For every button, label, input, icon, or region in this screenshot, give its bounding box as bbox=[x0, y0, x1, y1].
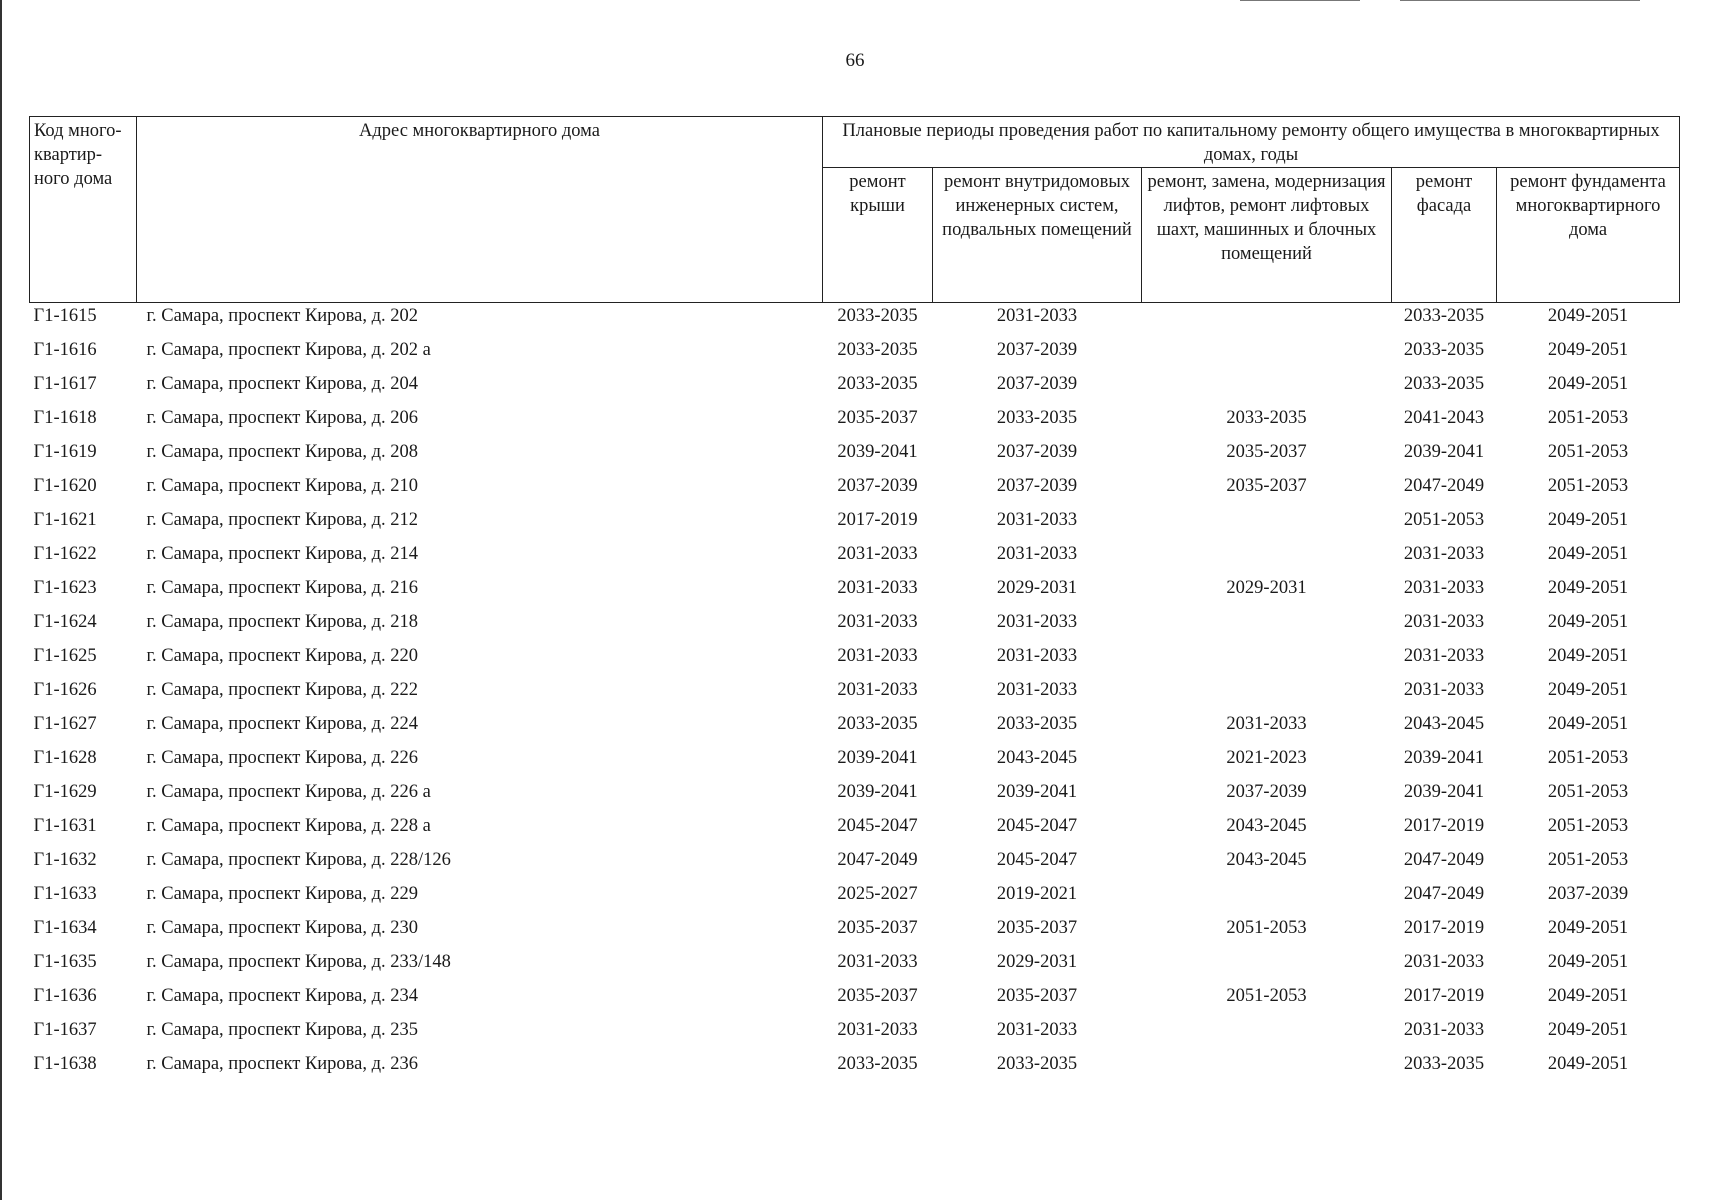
cell-roof: 2039-2041 bbox=[837, 748, 918, 768]
cell-facade: 2031-2033 bbox=[1403, 578, 1485, 598]
cell-roof: 2033-2035 bbox=[837, 1054, 918, 1074]
cell-facade: 2031-2033 bbox=[1403, 952, 1485, 972]
header-elevator-repair: ремонт, замена, модернизация лифтов, ремонт лифтовых шахт, машинных и блочных помещений bbox=[1142, 168, 1392, 303]
cell-foundation: 2051-2053 bbox=[1547, 782, 1629, 802]
header-address: Адрес многоквартирного дома bbox=[137, 117, 823, 303]
cell-facade: 2017-2019 bbox=[1403, 816, 1485, 836]
cell-roof: 2033-2035 bbox=[837, 374, 918, 394]
cell-systems: 2031-2033 bbox=[996, 1020, 1078, 1040]
cell-code: Г1-1627 bbox=[33, 714, 97, 734]
cell-facade: 2041-2043 bbox=[1403, 408, 1485, 428]
cell-address: г. Самара, проспект Кирова, д. 236 bbox=[146, 1054, 419, 1074]
cell-address: г. Самара, проспект Кирова, д. 206 bbox=[146, 408, 419, 428]
table-header bbox=[30, 117, 1680, 303]
table-row bbox=[30, 983, 1680, 1017]
table-row bbox=[30, 949, 1680, 983]
header-roof-repair: ремонт крыши bbox=[823, 168, 933, 303]
cell-address: г. Самара, проспект Кирова, д. 210 bbox=[146, 476, 419, 496]
cell-foundation: 2049-2051 bbox=[1547, 340, 1629, 360]
header-facade-repair: ремонт фасада bbox=[1392, 168, 1497, 303]
scan-artifact-rule bbox=[1400, 0, 1640, 1]
cell-code: Г1-1626 bbox=[33, 680, 97, 700]
table-row bbox=[30, 813, 1680, 847]
cell-address: г. Самара, проспект Кирова, д. 216 bbox=[146, 578, 419, 598]
cell-code: Г1-1625 bbox=[33, 646, 97, 666]
header-code: Код много-квартир-ного дома bbox=[30, 117, 137, 303]
cell-foundation: 2037-2039 bbox=[1547, 884, 1629, 904]
table-row bbox=[30, 337, 1680, 371]
cell-facade: 2051-2053 bbox=[1403, 510, 1485, 530]
cell-foundation: 2051-2053 bbox=[1547, 816, 1629, 836]
header-planned-periods: Плановые периоды проведения работ по капитальному ремонту общего имущества в многоквартирных домах, годы bbox=[823, 117, 1680, 168]
cell-address: г. Самара, проспект Кирова, д. 228/126 bbox=[146, 850, 451, 870]
cell-systems: 2039-2041 bbox=[996, 782, 1078, 802]
cell-code: Г1-1616 bbox=[33, 340, 97, 360]
cell-elevators bbox=[1142, 677, 1392, 711]
cell-address: г. Самара, проспект Кирова, д. 212 bbox=[146, 510, 419, 530]
cell-elevators: 2051-2053 bbox=[1226, 986, 1307, 1006]
cell-facade: 2047-2049 bbox=[1403, 884, 1485, 904]
cell-facade: 2039-2041 bbox=[1403, 442, 1485, 462]
cell-foundation: 2051-2053 bbox=[1547, 748, 1629, 768]
cell-elevators bbox=[1142, 541, 1392, 575]
cell-elevators: 2033-2035 bbox=[1226, 408, 1307, 428]
cell-code: Г1-1621 bbox=[33, 510, 97, 530]
cell-code: Г1-1628 bbox=[33, 748, 97, 768]
scan-artifact-rule bbox=[1240, 0, 1360, 1]
cell-roof: 2031-2033 bbox=[837, 544, 918, 564]
page-number: 66 bbox=[845, 50, 865, 71]
cell-systems: 2031-2033 bbox=[996, 646, 1078, 666]
cell-roof: 2031-2033 bbox=[837, 952, 918, 972]
cell-systems: 2033-2035 bbox=[996, 714, 1078, 734]
cell-roof: 2047-2049 bbox=[837, 850, 918, 870]
cell-systems: 2043-2045 bbox=[996, 748, 1078, 768]
cell-elevators: 2037-2039 bbox=[1226, 782, 1307, 802]
table-row bbox=[30, 711, 1680, 745]
cell-address: г. Самара, проспект Кирова, д. 224 bbox=[146, 714, 419, 734]
cell-code: Г1-1637 bbox=[33, 1020, 97, 1040]
cell-systems: 2019-2021 bbox=[996, 884, 1078, 904]
cell-code: Г1-1638 bbox=[33, 1054, 97, 1074]
table-row bbox=[30, 677, 1680, 711]
cell-code: Г1-1615 bbox=[33, 306, 97, 326]
header-foundation-repair: ремонт фундамента многоквартирного дома bbox=[1497, 168, 1680, 303]
table-row bbox=[30, 371, 1680, 405]
cell-elevators: 2035-2037 bbox=[1226, 442, 1307, 462]
page-left-edge bbox=[0, 0, 2, 1200]
cell-foundation: 2049-2051 bbox=[1547, 918, 1629, 938]
cell-facade: 2017-2019 bbox=[1403, 986, 1485, 1006]
cell-facade: 2033-2035 bbox=[1403, 306, 1485, 326]
cell-elevators bbox=[1142, 507, 1392, 541]
cell-foundation: 2049-2051 bbox=[1547, 612, 1629, 632]
cell-roof: 2035-2037 bbox=[837, 918, 918, 938]
cell-systems: 2037-2039 bbox=[996, 476, 1078, 496]
cell-foundation: 2049-2051 bbox=[1547, 714, 1629, 734]
cell-address: г. Самара, проспект Кирова, д. 229 bbox=[146, 884, 419, 904]
cell-systems: 2031-2033 bbox=[996, 510, 1078, 530]
cell-systems: 2037-2039 bbox=[996, 340, 1078, 360]
cell-foundation: 2051-2053 bbox=[1547, 442, 1629, 462]
header-engineering-systems: ремонт внутридомовых инженерных систем, подвальных помещений bbox=[933, 168, 1142, 303]
cell-elevators: 2043-2045 bbox=[1226, 850, 1307, 870]
cell-roof: 2035-2037 bbox=[837, 408, 918, 428]
cell-foundation: 2049-2051 bbox=[1547, 1054, 1629, 1074]
cell-elevators bbox=[1142, 881, 1392, 915]
table-row bbox=[30, 473, 1680, 507]
cell-foundation: 2049-2051 bbox=[1547, 374, 1629, 394]
cell-address: г. Самара, проспект Кирова, д. 202 а bbox=[146, 340, 431, 360]
cell-systems: 2033-2035 bbox=[996, 1054, 1078, 1074]
cell-facade: 2031-2033 bbox=[1403, 544, 1485, 564]
cell-foundation: 2049-2051 bbox=[1547, 680, 1629, 700]
cell-foundation: 2049-2051 bbox=[1547, 1020, 1629, 1040]
cell-code: Г1-1620 bbox=[33, 476, 97, 496]
cell-address: г. Самара, проспект Кирова, д. 226 bbox=[146, 748, 419, 768]
table-row bbox=[30, 915, 1680, 949]
cell-code: Г1-1624 bbox=[33, 612, 97, 632]
cell-elevators: 2035-2037 bbox=[1226, 476, 1307, 496]
table-row bbox=[30, 779, 1680, 813]
cell-address: г. Самара, проспект Кирова, д. 218 bbox=[146, 612, 419, 632]
cell-roof: 2031-2033 bbox=[837, 578, 918, 598]
cell-facade: 2031-2033 bbox=[1403, 680, 1485, 700]
cell-systems: 2035-2037 bbox=[996, 918, 1078, 938]
cell-elevators: 2051-2053 bbox=[1226, 918, 1307, 938]
cell-roof: 2025-2027 bbox=[837, 884, 918, 904]
cell-address: г. Самара, проспект Кирова, д. 230 bbox=[146, 918, 419, 938]
cell-systems: 2031-2033 bbox=[996, 306, 1078, 326]
table-row bbox=[30, 439, 1680, 473]
cell-roof: 2033-2035 bbox=[837, 340, 918, 360]
cell-facade: 2017-2019 bbox=[1403, 918, 1485, 938]
cell-systems: 2031-2033 bbox=[996, 612, 1078, 632]
cell-foundation: 2049-2051 bbox=[1547, 544, 1629, 564]
cell-code: Г1-1617 bbox=[33, 374, 97, 394]
table-row bbox=[30, 1051, 1680, 1085]
cell-code: Г1-1632 bbox=[33, 850, 97, 870]
cell-code: Г1-1634 bbox=[33, 918, 97, 938]
cell-facade: 2039-2041 bbox=[1403, 748, 1485, 768]
cell-roof: 2031-2033 bbox=[837, 1020, 918, 1040]
cell-code: Г1-1629 bbox=[33, 782, 97, 802]
cell-elevators bbox=[1142, 949, 1392, 983]
cell-systems: 2037-2039 bbox=[996, 442, 1078, 462]
cell-roof: 2045-2047 bbox=[837, 816, 918, 836]
cell-address: г. Самара, проспект Кирова, д. 228 а bbox=[146, 816, 431, 836]
cell-address: г. Самара, проспект Кирова, д. 222 bbox=[146, 680, 419, 700]
cell-systems: 2035-2037 bbox=[996, 986, 1078, 1006]
cell-elevators bbox=[1142, 371, 1392, 405]
cell-address: г. Самара, проспект Кирова, д. 208 bbox=[146, 442, 419, 462]
table-row bbox=[30, 541, 1680, 575]
cell-foundation: 2049-2051 bbox=[1547, 952, 1629, 972]
cell-foundation: 2049-2051 bbox=[1547, 510, 1629, 530]
cell-systems: 2045-2047 bbox=[996, 850, 1078, 870]
cell-facade: 2031-2033 bbox=[1403, 646, 1485, 666]
cell-code: Г1-1631 bbox=[33, 816, 97, 836]
table-row bbox=[30, 881, 1680, 915]
cell-facade: 2031-2033 bbox=[1403, 1020, 1485, 1040]
cell-code: Г1-1636 bbox=[33, 986, 97, 1006]
cell-foundation: 2051-2053 bbox=[1547, 476, 1629, 496]
cell-facade: 2039-2041 bbox=[1403, 782, 1485, 802]
cell-facade: 2047-2049 bbox=[1403, 476, 1485, 496]
cell-roof: 2039-2041 bbox=[837, 782, 918, 802]
cell-code: Г1-1618 bbox=[33, 408, 97, 428]
cell-elevators: 2031-2033 bbox=[1226, 714, 1307, 734]
cell-elevators bbox=[1142, 1017, 1392, 1051]
repair-schedule-table bbox=[29, 116, 1680, 1085]
cell-facade: 2033-2035 bbox=[1403, 1054, 1485, 1074]
cell-foundation: 2049-2051 bbox=[1547, 578, 1629, 598]
cell-systems: 2029-2031 bbox=[996, 952, 1078, 972]
table-row bbox=[30, 405, 1680, 439]
cell-address: г. Самара, проспект Кирова, д. 204 bbox=[146, 374, 419, 394]
cell-address: г. Самара, проспект Кирова, д. 235 bbox=[146, 1020, 419, 1040]
cell-address: г. Самара, проспект Кирова, д. 220 bbox=[146, 646, 419, 666]
cell-code: Г1-1633 bbox=[33, 884, 97, 904]
cell-foundation: 2049-2051 bbox=[1547, 986, 1629, 1006]
cell-code: Г1-1619 bbox=[33, 442, 97, 462]
table-row bbox=[30, 609, 1680, 643]
cell-address: г. Самара, проспект Кирова, д. 233/148 bbox=[146, 952, 451, 972]
cell-foundation: 2049-2051 bbox=[1547, 306, 1629, 326]
cell-foundation: 2051-2053 bbox=[1547, 408, 1629, 428]
cell-roof: 2031-2033 bbox=[837, 612, 918, 632]
cell-facade: 2047-2049 bbox=[1403, 850, 1485, 870]
cell-foundation: 2049-2051 bbox=[1547, 646, 1629, 666]
cell-roof: 2017-2019 bbox=[837, 510, 918, 530]
cell-roof: 2035-2037 bbox=[837, 986, 918, 1006]
table-row bbox=[30, 847, 1680, 881]
cell-roof: 2031-2033 bbox=[837, 646, 918, 666]
cell-elevators: 2043-2045 bbox=[1226, 816, 1307, 836]
cell-elevators bbox=[1142, 609, 1392, 643]
cell-address: г. Самара, проспект Кирова, д. 214 bbox=[146, 544, 419, 564]
cell-code: Г1-1622 bbox=[33, 544, 97, 564]
cell-elevators bbox=[1142, 303, 1392, 338]
table-body bbox=[30, 303, 1680, 1086]
table-row bbox=[30, 303, 1680, 338]
cell-systems: 2033-2035 bbox=[996, 408, 1078, 428]
cell-foundation: 2051-2053 bbox=[1547, 850, 1629, 870]
cell-code: Г1-1635 bbox=[33, 952, 97, 972]
cell-facade: 2031-2033 bbox=[1403, 612, 1485, 632]
cell-elevators bbox=[1142, 1051, 1392, 1085]
cell-systems: 2029-2031 bbox=[996, 578, 1078, 598]
table-row bbox=[30, 507, 1680, 541]
cell-address: г. Самара, проспект Кирова, д. 226 а bbox=[146, 782, 431, 802]
cell-facade: 2043-2045 bbox=[1403, 714, 1485, 734]
cell-address: г. Самара, проспект Кирова, д. 202 bbox=[146, 306, 419, 326]
cell-roof: 2037-2039 bbox=[837, 476, 918, 496]
cell-elevators bbox=[1142, 337, 1392, 371]
cell-roof: 2033-2035 bbox=[837, 306, 918, 326]
cell-elevators bbox=[1142, 643, 1392, 677]
cell-elevators: 2029-2031 bbox=[1226, 578, 1307, 598]
cell-facade: 2033-2035 bbox=[1403, 340, 1485, 360]
table-row bbox=[30, 643, 1680, 677]
cell-systems: 2031-2033 bbox=[996, 680, 1078, 700]
cell-code: Г1-1623 bbox=[33, 578, 97, 598]
cell-systems: 2045-2047 bbox=[996, 816, 1078, 836]
cell-roof: 2039-2041 bbox=[837, 442, 918, 462]
cell-elevators: 2021-2023 bbox=[1226, 748, 1307, 768]
table-row bbox=[30, 575, 1680, 609]
cell-systems: 2031-2033 bbox=[996, 544, 1078, 564]
cell-systems: 2037-2039 bbox=[996, 374, 1078, 394]
cell-facade: 2033-2035 bbox=[1403, 374, 1485, 394]
cell-address: г. Самара, проспект Кирова, д. 234 bbox=[146, 986, 419, 1006]
table-row bbox=[30, 745, 1680, 779]
table-row bbox=[30, 1017, 1680, 1051]
cell-roof: 2031-2033 bbox=[837, 680, 918, 700]
cell-roof: 2033-2035 bbox=[837, 714, 918, 734]
